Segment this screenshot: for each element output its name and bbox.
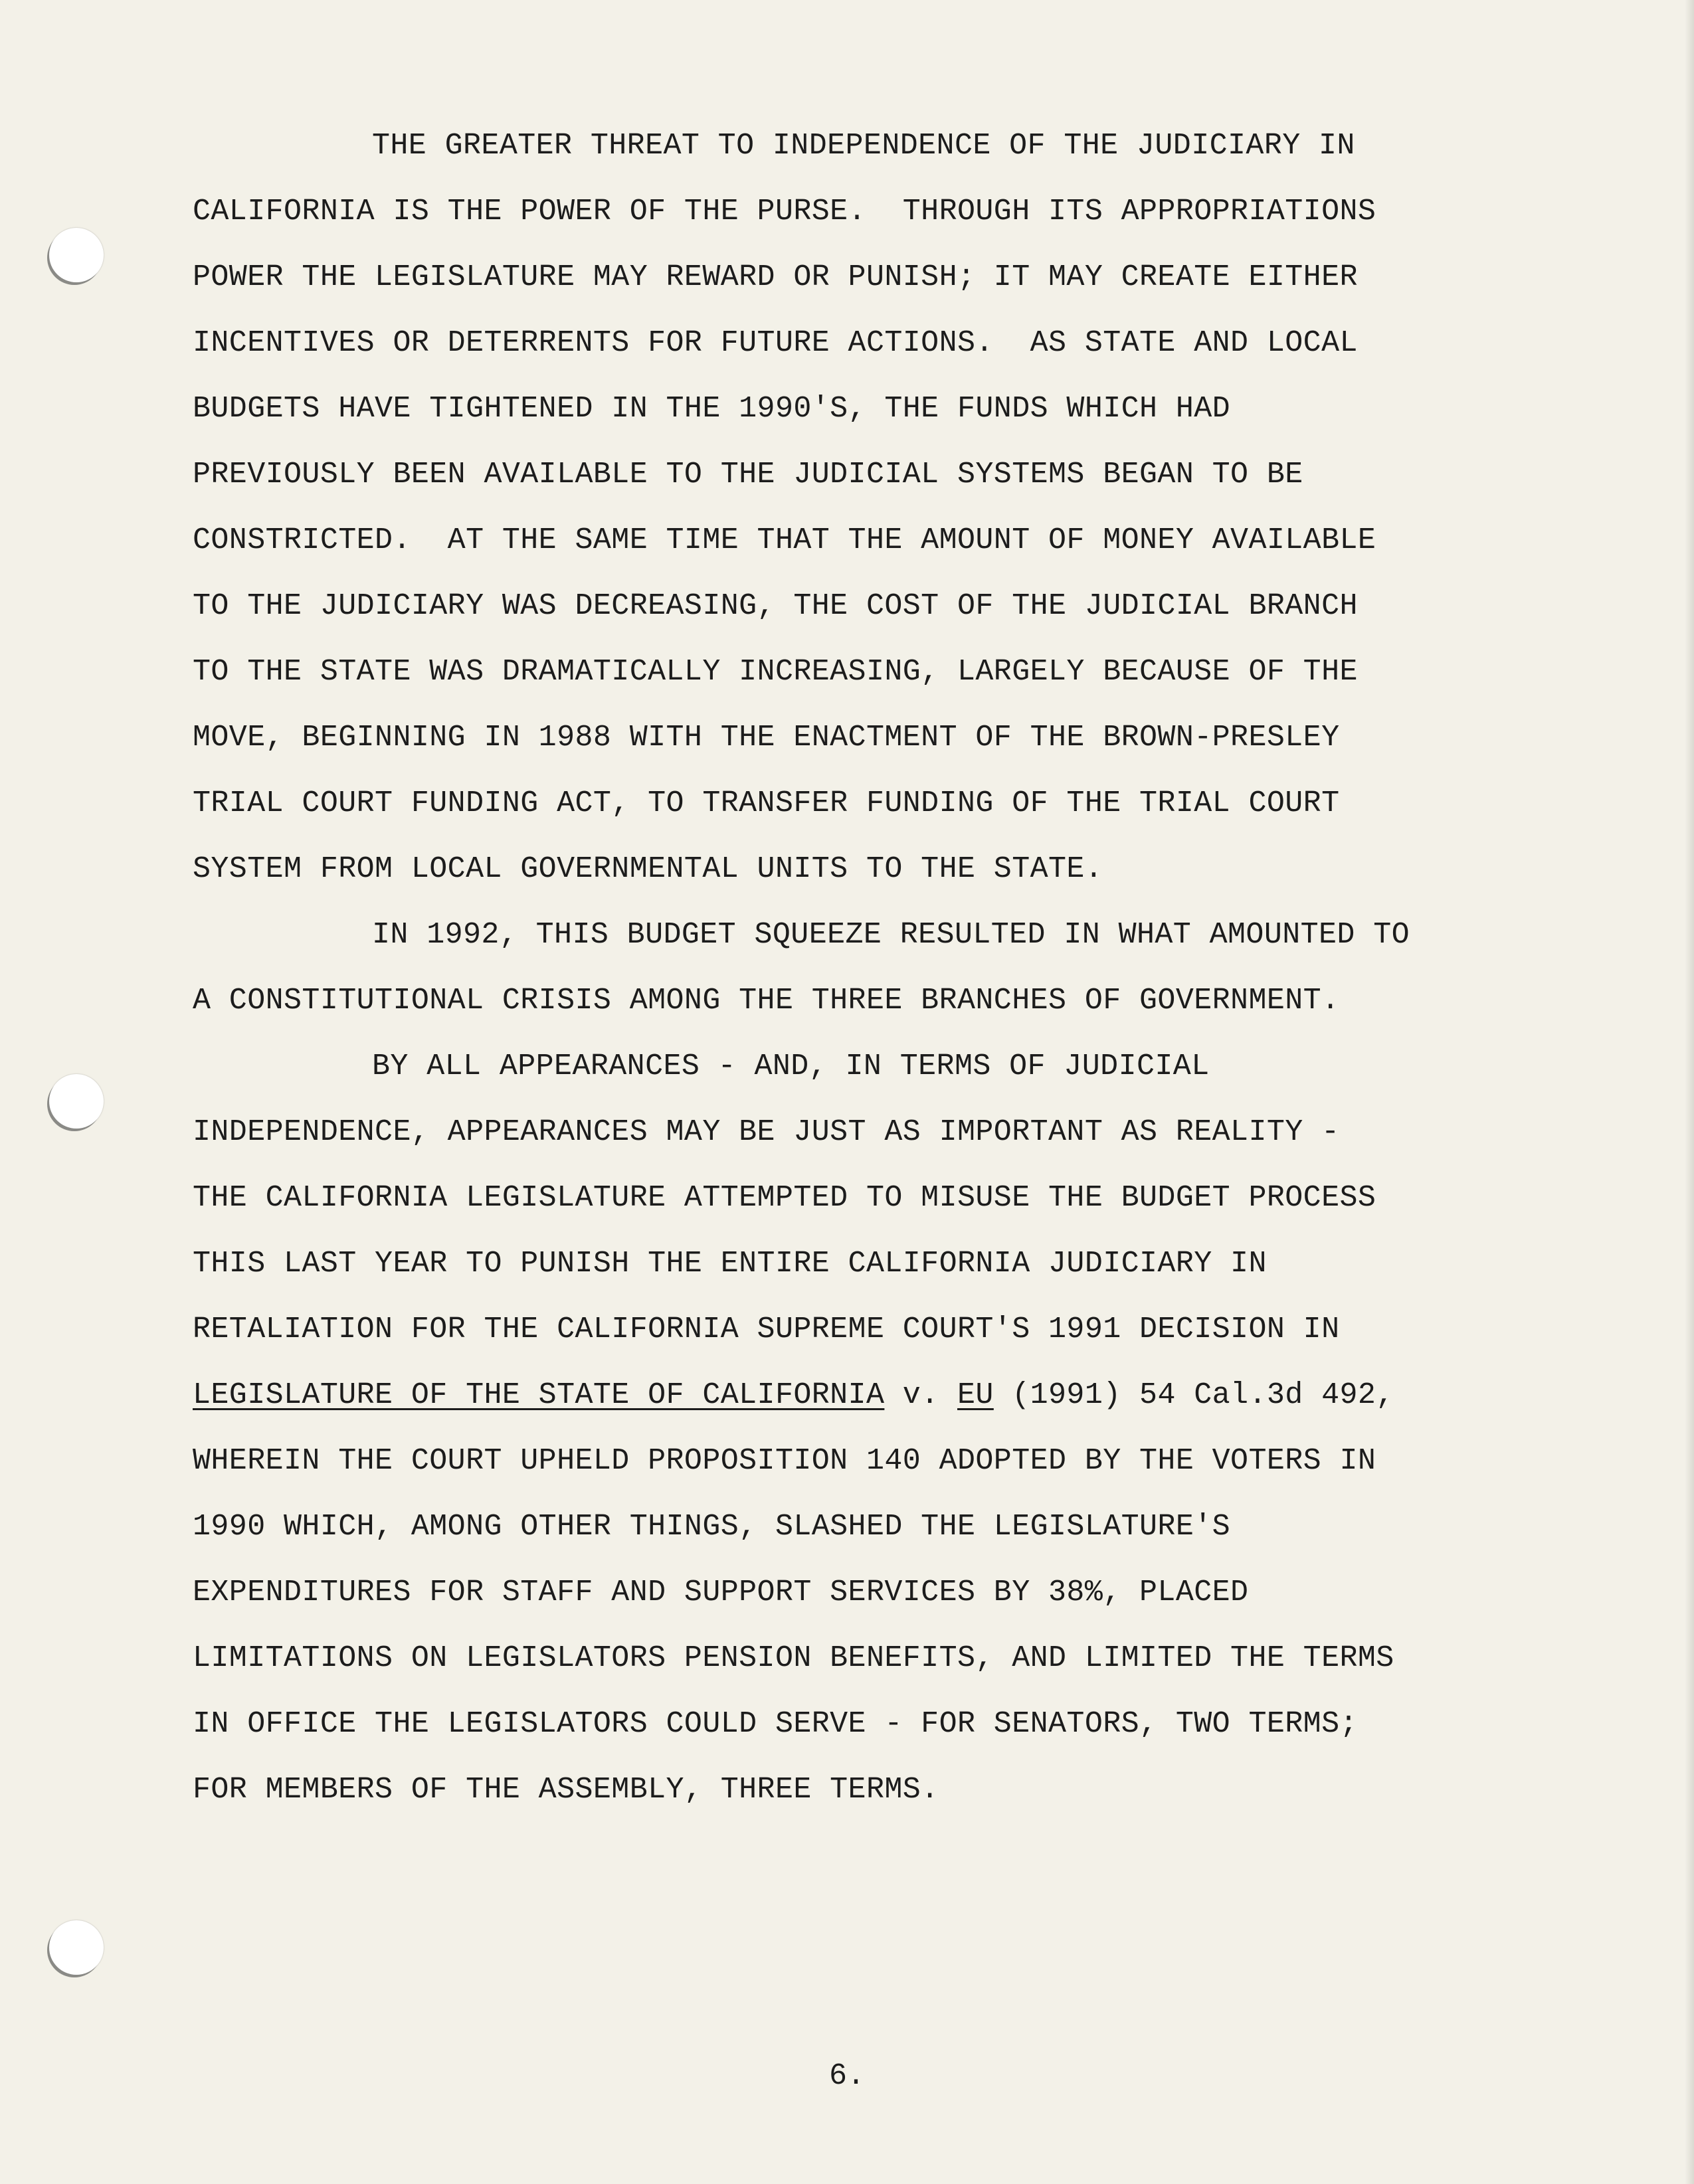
text-line: LIMITATIONS ON LEGISLATORS PENSION BENEFITS, AND LIMITED THE TERMS (193, 1641, 1394, 1675)
page-edge-shadow (1685, 0, 1694, 2184)
text-line: TRIAL COURT FUNDING ACT, TO TRANSFER FUNDING OF THE TRIAL COURT (193, 786, 1340, 820)
text-line: FOR MEMBERS OF THE ASSEMBLY, THREE TERMS. (193, 1773, 939, 1807)
text-line: PREVIOUSLY BEEN AVAILABLE TO THE JUDICIAL SYSTEMS BEGAN TO BE (193, 458, 1303, 492)
text-line: RETALIATION FOR THE CALIFORNIA SUPREME COURT'S 1991 DECISION IN (193, 1313, 1340, 1346)
case-versus: v. (884, 1378, 957, 1412)
text-line: IN 1992, THIS BUDGET SQUEEZE RESULTED IN WHAT AMOUNTED TO (372, 918, 1410, 952)
text-line: BY ALL APPEARANCES - AND, IN TERMS OF JUDICIAL (372, 1049, 1210, 1083)
text-line: THE GREATER THREAT TO INDEPENDENCE OF THE JUDICIARY IN (372, 129, 1355, 163)
text-line: EXPENDITURES FOR STAFF AND SUPPORT SERVICES BY 38%, PLACED (193, 1576, 1249, 1609)
text-line: CONSTRICTED. AT THE SAME TIME THAT THE AMOUNT OF MONEY AVAILABLE (193, 523, 1376, 557)
text-line: BUDGETS HAVE TIGHTENED IN THE 1990'S, THE FUNDS WHICH HAD (193, 392, 1231, 426)
binder-hole-middle (49, 1074, 104, 1129)
page-number: 6. (828, 2059, 865, 2093)
text-line: WHEREIN THE COURT UPHELD PROPOSITION 140 ADOPTED BY THE VOTERS IN (193, 1444, 1376, 1478)
text-line: MOVE, BEGINNING IN 1988 WITH THE ENACTMENT OF THE BROWN-PRESLEY (193, 721, 1340, 755)
text-line: CALIFORNIA IS THE POWER OF THE PURSE. THROUGH ITS APPROPRIATIONS (193, 195, 1376, 228)
text-line: THE CALIFORNIA LEGISLATURE ATTEMPTED TO MISUSE THE BUDGET PROCESS (193, 1181, 1376, 1215)
text-line: 1990 WHICH, AMONG OTHER THINGS, SLASHED THE LEGISLATURE'S (193, 1510, 1231, 1544)
binder-hole-bottom (49, 1920, 104, 1975)
text-line: INCENTIVES OR DETERRENTS FOR FUTURE ACTIONS. AS STATE AND LOCAL (193, 326, 1358, 360)
text-line: POWER THE LEGISLATURE MAY REWARD OR PUNISH; IT MAY CREATE EITHER (193, 260, 1358, 294)
binder-hole-top (49, 228, 104, 282)
text-line: IN OFFICE THE LEGISLATORS COULD SERVE - FOR SENATORS, TWO TERMS; (193, 1707, 1358, 1741)
text-line: SYSTEM FROM LOCAL GOVERNMENTAL UNITS TO THE STATE. (193, 852, 1103, 886)
text-line: THIS LAST YEAR TO PUNISH THE ENTIRE CALIFORNIA JUDICIARY IN (193, 1247, 1267, 1281)
body-text (193, 113, 1554, 1823)
text-line: TO THE STATE WAS DRAMATICALLY INCREASING, LARGELY BECAUSE OF THE (193, 655, 1358, 689)
case-party-2: EU (957, 1378, 994, 1412)
case-citation-line (193, 1362, 1554, 1428)
case-citation-rest: (1991) 54 Cal.3d 492, (993, 1378, 1394, 1412)
text-line: TO THE JUDICIARY WAS DECREASING, THE COST OF THE JUDICIAL BRANCH (193, 589, 1358, 623)
case-party-1: LEGISLATURE OF THE STATE OF CALIFORNIA (193, 1378, 885, 1412)
text-line: A CONSTITUTIONAL CRISIS AMONG THE THREE BRANCHES OF GOVERNMENT. (193, 984, 1340, 1018)
text-line: INDEPENDENCE, APPEARANCES MAY BE JUST AS IMPORTANT AS REALITY - (193, 1115, 1340, 1149)
